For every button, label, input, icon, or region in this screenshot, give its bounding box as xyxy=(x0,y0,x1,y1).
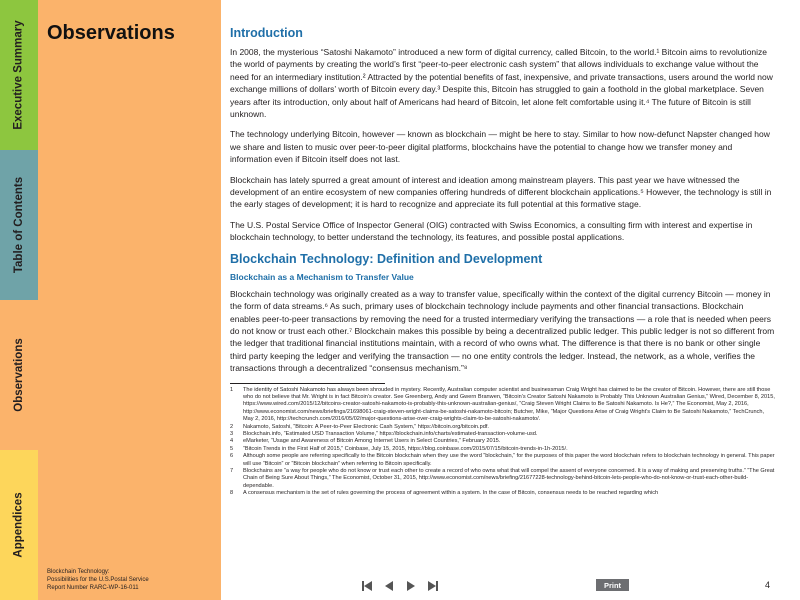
intro-paragraph: In 2008, the mysterious “Satoshi Nakamoto” introduced a new form of digital currency, called Bitcoin, to the world.¹ Bitcoin aims to revolutionize the world of payments by creating the world’s first “peer-to-peer electronic cash system” that allows individuals to exchange value without the need for an intermediary institution.² Attracted by the potential benefits of fast, inexpensive, and private transactions, users around the world now exchange millions of dollars’ worth of Bitcoin every day.³ Despite this, Bitcoin has struggled to gain a foothold in the global marketplace. Seven years after its introduction, only about half of Americans had heard of Bitcoin, let alone felt comfortable using it.⁴ The future of Bitcoin is still unknown. xyxy=(230,47,773,120)
footnote-number: 2 xyxy=(230,423,234,430)
footnote xyxy=(230,453,775,468)
footnote-number: 8 xyxy=(230,490,234,497)
report-number-line: Report Number RARC-WP-16-011 xyxy=(47,585,139,591)
footnote-number: 6 xyxy=(230,453,234,460)
footnotes xyxy=(230,387,775,498)
footnote-text: eMarketer, “Usage and Awareness of Bitcoin Among Internet Users in Select Countries,” February 2015. xyxy=(243,438,501,445)
footnote-divider xyxy=(230,383,385,384)
footnote xyxy=(230,446,775,453)
intro-paragraph: The technology underlying Bitcoin, however — known as blockchain — might be here to stay. Similar to how now-defunct Napster changed how we share and listen to music over peer-to-peer digital platforms, blockchains have the potential to change how we transfer money and information even if Bitcoin itself does not last. xyxy=(230,129,770,165)
first-page-icon[interactable] xyxy=(358,579,376,593)
blockchain-subheading: Blockchain as a Mechanism to Transfer Value xyxy=(230,271,414,282)
main-content xyxy=(230,26,775,498)
footnote-text: Nakamoto, Satoshi, “Bitcoin: A Peer-to-Peer Electronic Cash System,” https://bitcoin.org/bitcoin.pdf. xyxy=(243,423,489,430)
footnote xyxy=(230,490,775,497)
footnote-number: 3 xyxy=(230,430,234,437)
tab-appendices[interactable] xyxy=(0,450,38,600)
footnote-text: A consensus mechanism is the set of rules governing the process of agreement within a system. In the case of Bitcoin, consensus needs to be reached regarding which xyxy=(243,490,659,497)
tab-executive-summary[interactable] xyxy=(0,0,38,150)
report-subtitle-line: Possibilities for the U.S.Postal Service xyxy=(47,577,149,583)
section-tabs xyxy=(0,0,38,600)
footnote-number: 5 xyxy=(230,445,234,452)
next-page-icon[interactable] xyxy=(402,579,420,593)
page-navigation xyxy=(358,579,446,593)
tab-label: Appendices xyxy=(13,492,25,558)
section-title: Observations xyxy=(47,22,175,44)
last-page-icon[interactable] xyxy=(424,579,442,593)
section-side-panel xyxy=(38,0,221,600)
footnote xyxy=(230,431,775,438)
footnote-number: 4 xyxy=(230,438,234,445)
footnote-number: 1 xyxy=(230,386,234,393)
previous-page-icon[interactable] xyxy=(380,579,398,593)
report-info xyxy=(47,568,149,592)
blockchain-paragraph: Blockchain technology was originally created as a way to transfer value, specifically within the context of the digital currency Bitcoin — money in the form of data streams.⁶ As such, primary uses of blockchain technology include payments and other financial transactions. Blockchain enables peer-to-peer transactions by removing the need for a trusted intermediary verifying the transactions — a role that is needed when peers do not know or trust each other.⁷ Blockchain makes this possible by being a decentralized public ledger. This public ledger is not so different from the ledger that traditional financial institutions maintain, with a record of who owns what. The difference is that there is no bank or other single third party keeping the ledger and verifying the transaction — no one entity controls the ledger. Instead, the network, as a whole, verifies the transactions through a decentralized “consensus mechanism.”⁸ xyxy=(230,288,775,374)
tab-observations[interactable] xyxy=(0,300,38,450)
footnote-text: Although some people are referring specifically to the Bitcoin blockchain when they use the word “blockchain,” for the purposes of this paper the word blockchain refers to blockchain technology in general. This paper will use “Bitcoin” or “Bitcoin blockchain” when referring to Bitcoin specifically. xyxy=(243,453,775,467)
page-number: 4 xyxy=(765,580,771,590)
intro-paragraph: The U.S. Postal Service Office of Inspector General (OIG) contracted with Swiss Economics, a consulting firm with interest and expertise in blockchain technology, to better understand the technology, its features, and possible postal applications. xyxy=(230,219,753,243)
footnote-text: Blockchains are “a way for people who do not know or trust each other to create a record of who owns what that will compel the assent of everyone concerned. It is a way of making and preserving truths.” “The Great Chain of Being Sure About Things,” The Economist, October 31, 2015, http://www.economist.com/news/briefing/21677228-technology-behind-bitcoin-lets-people-who-do-not-know-or-trust-each-other-build-dependable. xyxy=(243,468,775,489)
intro-paragraph: Blockchain has lately spurred a great amount of interest and ideation among mainstream players. This past year we have witnessed the development of an entire ecosystem of new companies offering hundreds of different blockchain applications.⁵ However, the technology is still in the early stages of development; it is hard to recognize and appreciate its full potential at this formative stage. xyxy=(230,174,772,210)
tab-label: Table of Contents xyxy=(13,176,26,274)
footnote-text: Blockchain.info, “Estimated USD Transaction Volume,” https://blockchain.info/charts/estimated-transaction-volume-usd. xyxy=(243,430,538,437)
tab-table-of-contents[interactable] xyxy=(0,150,38,300)
footnote xyxy=(230,438,775,445)
tab-label: Executive Summary xyxy=(13,20,25,130)
report-title-line: Blockchain Technology: xyxy=(47,569,110,575)
blockchain-technology-heading: Blockchain Technology: Definition and Development xyxy=(230,251,543,266)
footnote xyxy=(230,468,775,490)
footnote xyxy=(230,424,775,431)
footnote xyxy=(230,387,775,424)
footnote-text: “Bitcoin Trends in the First Half of 2015,” Coinbase, July 15, 2015, https://blog.coinbase.com/2015/07/15/bitcoin-trends-in-1h-2015/. xyxy=(243,445,568,452)
footnote-number: 7 xyxy=(230,468,234,474)
introduction-heading: Introduction xyxy=(230,26,303,40)
tab-label: Observations xyxy=(13,338,25,412)
footnote-text: The identity of Satoshi Nakamoto has always been shrouded in mystery. Recently, Australian computer scientist and businessman Craig Wright has claimed to be the creator of Bitcoin. However, there are still those who do not believe that Mr. Wright is in fact Bitcoin’s creator. See Greenberg, Andy and Gwern Branwen, “Bitcoin’s Creator Satoshi Nakamoto is Probably This Unknown Australian Genius,” Wired, December 8, 2015, https://www.wired.com/2015/12/bitcoins-creator-satoshi-nakamoto-is-probably-this-unknown-australian-genius/, “Craig Steven Wright Claims to Be Satoshi Nakamoto. Is He?,” The Economist, May 2, 2016, http://www.economist.com/news/briefings/21698061-craig-steven-wright-claims-be-satoshi-nakamoto-bitcoin; Butcher, Mike, “Major Questions Arise of Craig Wright’s Claim to Be Satoshi Nakamoto,” TechCrunch, May 2, 2016, http://techcrunch.com/2016/05/02/major-questions-arise-over-craig-wrights-claim-to-be-satoshi-nakamoto/. xyxy=(243,386,775,423)
print-button[interactable]: Print xyxy=(596,579,629,591)
